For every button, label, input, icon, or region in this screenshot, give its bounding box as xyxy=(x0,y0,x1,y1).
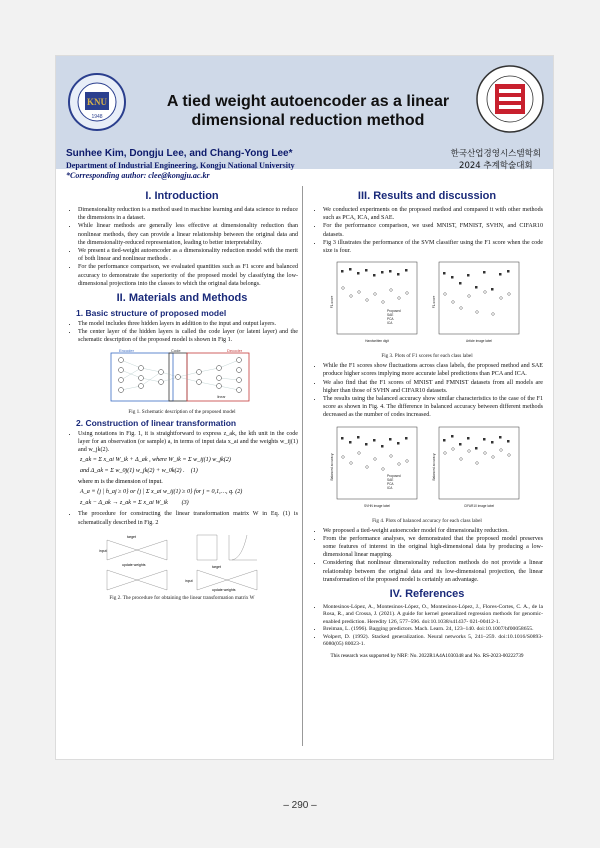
logo-text: KNU xyxy=(87,97,107,107)
fig2-target-label-1: target xyxy=(127,534,136,539)
results-list-3 xyxy=(311,527,543,584)
department: Department of Industrial Engineering, Kongju National University xyxy=(66,161,295,170)
figure-1-caption: Fig 1. Schematic description of the proposed model xyxy=(128,408,236,415)
equation-3 xyxy=(80,499,298,508)
acknowledgement: This research was supported by NRF: No. 2022R1A4A1030348 and No. RS-2023-00222739 xyxy=(330,652,524,659)
equation-3-number: (3) xyxy=(181,500,189,507)
method-bullet: • The center layer of the hidden layers is called the code layer (or latent layer) and the schematic description of the proposed model is shown in Fig 1. xyxy=(78,328,298,344)
subsection-2-list-end xyxy=(66,510,298,526)
equation-where: where m is the dimension of input. xyxy=(78,479,163,486)
equation-2 xyxy=(80,488,298,497)
results-list-1 xyxy=(311,206,543,255)
intro-bullet: • While linear methods are generally less effective at dimensionality reduction than nonlinear methods, they can provide a linear relationship between the original data and the dimensionality-reduced representation, leading to better interpretability. xyxy=(78,222,298,247)
right-column xyxy=(311,186,543,659)
fig4-x-label-right: CIFAR10 image label xyxy=(463,503,495,508)
fig3-x-label-right: Article image label xyxy=(465,339,493,344)
result-bullet: • From the performance analyses, we demonstrated that the proposed model preserves some features of interest in the original high-dimensional data by producing a low-dimensional linear mapping. xyxy=(323,535,543,560)
logo-year: 1948 xyxy=(91,114,103,120)
fig4-y-label-left: Balanced accuracy xyxy=(330,453,334,481)
fig4-x-label-left: SVHN image label xyxy=(363,503,391,508)
reference-item: • Breiman, L. (1996). Bagging predictors. Mach. Learn. 24, 123–140. doi:10.1007/bf00058655. xyxy=(323,626,543,633)
equation-1b-text: and Δ_ak = Σ w_0j(1) w_jk(2) + w_0k(2) . xyxy=(80,468,185,475)
intro-bullet: • Dimensionality reduction is a method used in machine learning and data science to reduce the dimensions in a dataset. xyxy=(78,206,298,222)
result-bullet: • Considering that nonlinear dimensionality reduction methods do not provide a linear relationship between the original data and its low-dimensional projection, the linear transformation of the proposed model is certainly an advantage. xyxy=(323,559,543,584)
equation-1-number: (1) xyxy=(190,468,198,475)
page-number: – 290 – xyxy=(283,800,317,811)
figure-4-balanced-accuracy-plots xyxy=(327,423,527,515)
column-divider xyxy=(302,186,303,746)
references-list xyxy=(311,604,543,648)
reference-item: • Wolpert, D. (1992). Stacked generalization. Neural networks 5, 241–259. doi:10.1016/S0893-6080(05) 80023-1. xyxy=(323,634,543,649)
fig3-legend-ica: ICA xyxy=(387,321,393,326)
method-bullet: • Using notations in Fig. 1, it is straightforward to express z_ak, the kth unit in the code layer for an observation (or sample) a, in terms of input data x_ai and the weights w_ij(1) and w_jk(2). xyxy=(78,430,298,455)
fig4-legend-ica: ICA xyxy=(387,485,393,490)
equation-1b xyxy=(80,467,298,476)
fig3-legend-sae: SAE xyxy=(387,313,394,318)
poster-title xyxy=(148,92,468,130)
fig1-decoder-label: Decoder xyxy=(227,347,243,353)
introduction-list xyxy=(66,206,298,288)
fig1-code-label: Code xyxy=(171,347,181,353)
fig4-y-label-right: Balanced accuracy xyxy=(432,453,436,481)
left-column xyxy=(66,186,298,604)
society-logo xyxy=(475,64,545,134)
result-bullet: • We proposed a tied-weight autoencoder model for dimensionality reduction. xyxy=(323,527,543,535)
result-bullet: • While the F1 scores show fluctuations across class labels, the proposed method and SAE produce higher scores implying more accurate label predictions than PCA and ICA. xyxy=(323,362,543,378)
fig3-legend-pca: PCA xyxy=(387,317,394,322)
fig2-input-label-2: input xyxy=(185,578,193,583)
figure-1-network-diagram xyxy=(107,348,257,406)
poster xyxy=(55,55,554,760)
figure-3-f1-plots xyxy=(327,258,527,350)
fig4-legend-sae: SAE xyxy=(387,477,394,482)
figure-3-caption: Fig 3. Plots of F1 scores for each class label xyxy=(381,353,473,360)
corresponding-author: *Corresponding author: clee@kongju.ac.kr xyxy=(66,171,210,180)
fig2-update-label-2: update weights xyxy=(212,587,236,592)
subsection-1-heading: 1. Basic structure of proposed model xyxy=(76,308,227,319)
fig3-y-label-right: F1-score xyxy=(432,295,436,309)
title-line-2: dimensional reduction method xyxy=(191,112,425,129)
subsection-2-heading: 2. Construction of linear transformation xyxy=(76,417,237,428)
university-seal-logo xyxy=(68,66,126,138)
methods-heading: II. Materials and Methods xyxy=(116,292,248,305)
result-bullet: • The results using the balanced accuracy show similar characteristics to the case of the F1 score as shown in Fig. 4. The difference in balanced accuracy between different methods decreased as the number of codes increased. xyxy=(323,395,543,420)
conference-line-1: 한국산업경영시스템학회 xyxy=(450,149,541,159)
fig1-linear-label: linear xyxy=(217,394,226,399)
figure-4-caption: Fig 4. Plots of balanced accuracy for each class label xyxy=(372,517,482,524)
title-line-1: A tied weight autoencoder as a linear xyxy=(166,93,450,110)
result-bullet: • We also find that the F1 scores of MNIST and FMNIST datasets from all models are higher than those of SVHN and CIFAR10 datasets. xyxy=(323,379,543,395)
method-bullet: • The procedure for constructing the linear transformation matrix W in Eq. (1) is schematically described in Fig. 2 xyxy=(78,510,298,526)
references-heading: IV. References xyxy=(389,588,465,601)
fig3-legend-proposed: Proposed xyxy=(387,309,401,314)
equation-1a: z_ak = Σ x_ai W_ik + Δ_ak , where W_ik = Σ w_ij(1) w_jk(2) xyxy=(80,457,231,464)
fig3-x-label-left: Handwritten digit xyxy=(365,339,389,344)
figure-2-caption: Fig 2. The procedure for obtaining the linear transformation matrix W xyxy=(109,594,255,601)
authors: Sunhee Kim, Dongju Lee, and Chang-Yong Lee* xyxy=(66,148,293,159)
fig1-encoder-label: Encoder xyxy=(119,347,134,353)
subsection-2-list xyxy=(66,430,298,455)
intro-bullet: • We present a tied-weight autoencoder as a dimensionality reduction model with the merit of both linear and nonlinear methods . xyxy=(78,247,298,263)
conference-name xyxy=(451,148,541,172)
result-bullet: • For the performance comparison, we used MNIST, FMNIST, SVHN, and CIFAR10 datasets. xyxy=(323,222,543,238)
equation-2-number: (2) xyxy=(235,489,243,496)
results-list-2 xyxy=(311,362,543,419)
method-bullet: • The model includes three hidden layers in addition to the input and output layers. xyxy=(78,320,298,328)
fig2-target-label-2: target xyxy=(212,564,221,569)
reference-item: • Montesinos-López, A., Montesinos-López, O., Montesinos-López, J., Flores-Cortes, C. A., de la Rosa, R., and Crossa, J. (2021). A guide for kernel generalized regression methods for genomic-enabled prediction. Heredity 126, 577–596. doi:10.1038/s41437- 021-00412-1. xyxy=(323,604,543,626)
fig4-legend-pca: PCA xyxy=(387,481,394,486)
result-bullet: • Fig 3 illustrates the performance of the SVM classifier using the F1 score when the code size is four. xyxy=(323,239,543,255)
fig2-update-label-1: update weights xyxy=(122,562,146,567)
equation-3-text: z_ak − Δ_ak → z_ak = Σ x_ai W_ik xyxy=(80,500,168,507)
fig3-y-label-left: F1-score xyxy=(330,295,334,309)
fig2-input-label-1: input xyxy=(99,548,107,553)
intro-bullet: • For the performance comparison, we evaluated quantities such as F1 score and balanced accuracy to demonstrate the superiority of the proposed model by classifying the low-dimensional projections into the classes to which the original data belongs. xyxy=(78,263,298,288)
poster-header xyxy=(56,56,553,169)
introduction-heading: I. Introduction xyxy=(145,190,219,202)
result-bullet: • We conducted experiments on the proposed method and compared it with other methods such as PCA, ICA, and SAE. xyxy=(323,206,543,222)
fig4-legend-proposed: Proposed xyxy=(387,473,401,478)
figure-2-procedure-diagram xyxy=(97,530,267,592)
subsection-1-list xyxy=(66,320,298,345)
conference-line-2: 2024 추계학술대회 xyxy=(459,161,533,171)
results-heading: III. Results and discussion xyxy=(357,190,497,202)
equation-2-text: A_a ≡ {j | h_aj ≥ 0} or {j | Σ x_ai w_ij(1) ≥ 0} for j = 0,1,…, q. xyxy=(80,489,234,496)
